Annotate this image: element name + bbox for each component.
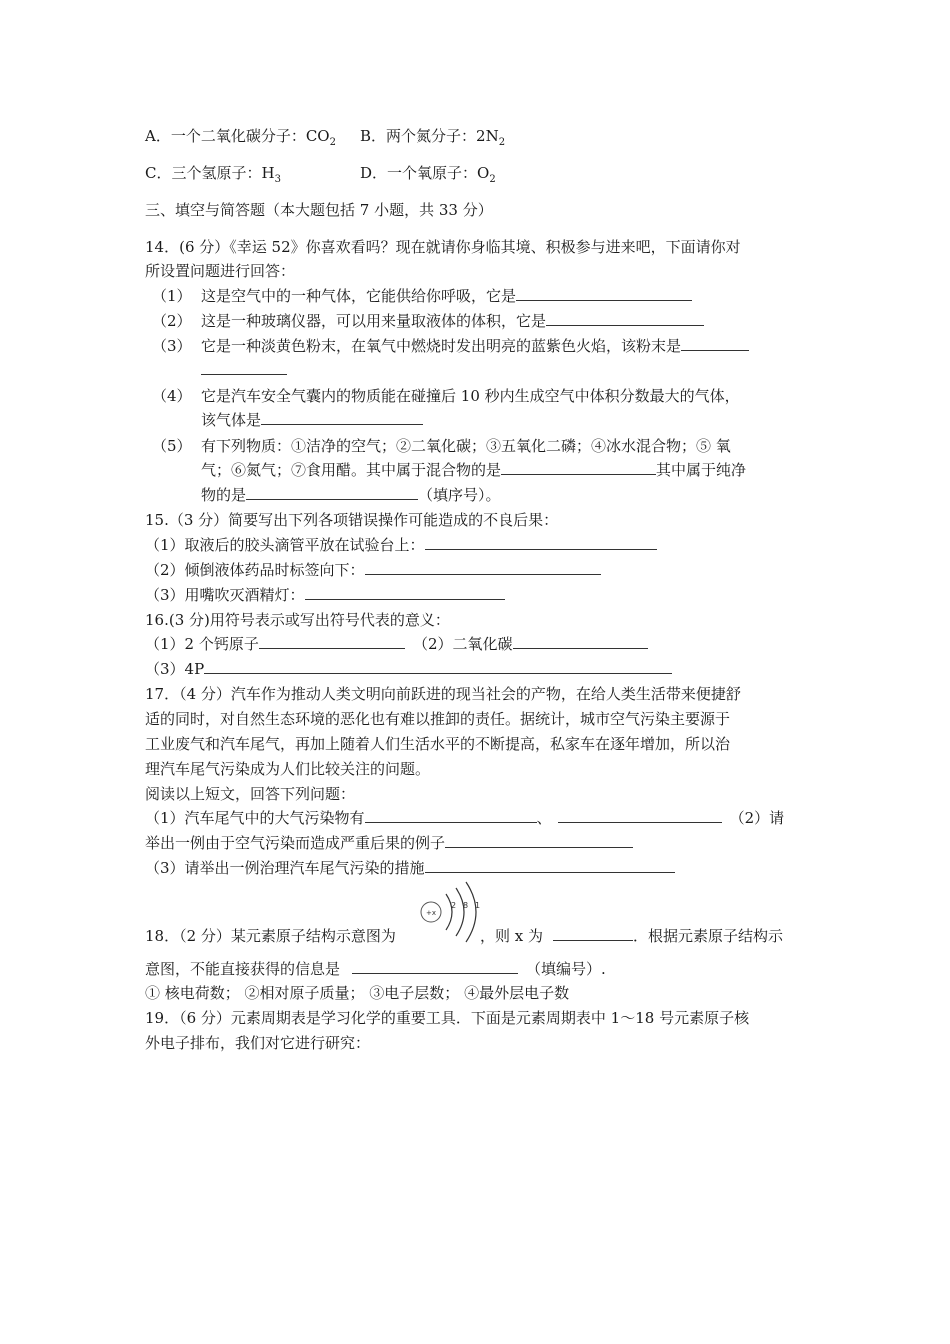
q14-4-blank[interactable] — [261, 410, 423, 425]
q19-line-1: 19．（6 分）元素周期表是学习化学的重要工具．下面是元素周期表中 1～18 号元素原子核 — [145, 1009, 750, 1027]
q15-1-blank[interactable] — [425, 535, 657, 550]
q16-3 — [145, 659, 672, 679]
q17-3-blank[interactable] — [425, 858, 675, 873]
shell-2-count: 8 — [463, 901, 469, 910]
q17-line-1: 17．（4 分）汽车作为推动人类文明向前跃进的现当社会的产物，在给人类生活带来便捷舒 — [145, 685, 741, 703]
q14-4-cont — [201, 410, 423, 430]
q14-5-cont — [201, 460, 746, 480]
q17-1 — [145, 808, 784, 828]
option-b-sub: 2 — [498, 137, 506, 148]
q17-1-blank-a[interactable] — [365, 808, 537, 823]
q14-5-blank-pure[interactable] — [246, 485, 418, 500]
q14-4-text2: 该气体是 — [201, 411, 262, 429]
option-a-sub: 2 — [329, 137, 336, 148]
shell-2-arc — [456, 888, 464, 936]
q14-2 — [201, 311, 704, 331]
q18-line-1b — [480, 926, 783, 946]
option-d — [360, 163, 496, 190]
q18-line-1 — [145, 926, 396, 946]
q14-3-cont — [201, 360, 287, 380]
option-c-text: C．三个氢原子：H — [145, 164, 275, 182]
q14-4: 它是汽车安全气囊内的物质能在碰撞后 10 秒内生成空气中体积分数最大的气体， — [201, 387, 740, 405]
q18-info-blank[interactable] — [352, 959, 518, 974]
q17-1-text: （1）汽车尾气中的大气污染物有 — [145, 809, 365, 827]
q17-2-blank[interactable] — [445, 833, 633, 848]
option-c-sub: 3 — [274, 174, 281, 185]
q14-3-blank-cont[interactable] — [201, 360, 287, 375]
atom-structure-diagram — [418, 878, 498, 944]
q14-5: 有下列物质：①洁净的空气；②二氧化碳；③五氧化二磷；④冰水混合物；⑤ 氧 — [201, 437, 731, 455]
q16-2 — [413, 634, 648, 654]
q18-part2: ，则 x 为 — [480, 927, 543, 945]
q14-3-text: 它是一种淡黄色粉末，在氧气中燃烧时发出明亮的蓝紫色火焰，该粉末是 — [201, 337, 682, 355]
q16-1-text: （1）2 个钙原子 — [145, 635, 259, 653]
q17-line-4: 理汽车尾气污染成为人们比较关注的问题。 — [145, 760, 431, 778]
q17-2-text-b: 举出一例由于空气污染而造成严重后果的例子 — [145, 834, 446, 852]
q16-2-blank[interactable] — [513, 634, 648, 649]
q15-2-text: （2）倾倒液体药品时标签向下： — [145, 561, 365, 579]
q19-line-2: 外电子排布，我们对它进行研究： — [145, 1034, 371, 1052]
q17-3-text: （3）请举出一例治理汽车尾气污染的措施 — [145, 859, 425, 877]
q15-1 — [145, 535, 657, 555]
q15-2 — [145, 560, 601, 580]
q15-2-blank[interactable] — [365, 560, 601, 575]
q15-3-blank[interactable] — [305, 585, 505, 600]
q16-3-text: （3）4P — [145, 660, 205, 678]
q14-4-num: （4） — [152, 387, 192, 405]
q18-part3: ．根据元素原子结构示 — [633, 927, 784, 945]
q17-line-5: 阅读以上短文，回答下列问题： — [145, 785, 356, 803]
option-b-text: B．两个氮分子：2N — [360, 127, 499, 145]
q14-2-blank[interactable] — [546, 311, 704, 326]
q15-1-text: （1）取液后的胶头滴管平放在试验台上： — [145, 536, 425, 554]
q14-1 — [201, 286, 692, 306]
q16-2-text: （2）二氧化碳 — [413, 635, 513, 653]
q14-3-num: （3） — [152, 337, 192, 355]
option-a — [145, 126, 336, 153]
q14-stem-2: 所设置问题进行回答： — [145, 262, 296, 280]
q14-5-text2b: 其中属于纯净 — [656, 461, 747, 479]
q14-5-cont2 — [201, 485, 501, 505]
q18-line2a: 意图，不能直接获得的信息是 — [145, 960, 341, 978]
q14-2-num: （2） — [152, 312, 192, 330]
q17-2-text-a: （2）请 — [729, 809, 785, 827]
q14-3-blank[interactable] — [681, 336, 749, 351]
q14-1-text: 这是空气中的一种气体，它能供给你呼吸，它是 — [201, 287, 517, 305]
q18-line-2 — [145, 959, 606, 979]
q17-2 — [145, 833, 633, 853]
shell-3-count: 1 — [475, 901, 481, 910]
q16-1 — [145, 634, 405, 654]
q18-part1: 18．（2 分）某元素原子结构示意图为 — [145, 927, 396, 945]
q16-stem: 16.(3 分)用符号表示或写出符号代表的意义： — [145, 611, 450, 629]
q14-stem-1: 14．(6 分）《幸运 52》你喜欢看吗？现在就请你身临其境、积极参与进来吧，下面请你对 — [145, 238, 741, 256]
shell-1-arc — [446, 894, 452, 930]
nucleus-label: +x — [425, 909, 437, 917]
q14-1-blank[interactable] — [516, 286, 692, 301]
q14-5-blank-mix[interactable] — [501, 460, 656, 475]
q14-2-text: 这是一种玻璃仪器，可以用来量取液体的体积，它是 — [201, 312, 547, 330]
q17-1-blank-b[interactable] — [558, 808, 722, 823]
option-a-text: A．一个二氧化碳分子：CO — [145, 127, 330, 145]
option-d-sub: 2 — [489, 174, 496, 185]
q14-5-text2a: 气；⑥氮气；⑦食用醋。其中属于混合物的是 — [201, 461, 502, 479]
q16-3-blank[interactable] — [204, 659, 672, 674]
q14-5-text3a: 物的是 — [201, 486, 247, 504]
q15-stem: 15.（3 分）简要写出下列各项错误操作可能造成的不良后果： — [145, 511, 559, 529]
option-b — [360, 126, 505, 153]
q18-x-blank[interactable] — [553, 926, 633, 941]
q16-1-blank[interactable] — [259, 634, 405, 649]
q14-1-num: （1） — [152, 287, 192, 305]
q17-sep: 、 — [536, 809, 552, 827]
q15-3 — [145, 585, 505, 605]
q14-5-num: （5） — [152, 437, 192, 455]
q17-line-2: 适的同时，对自然生态环境的恶化也有难以推卸的责任。据统计，城市空气污染主要源于 — [145, 710, 731, 728]
q15-3-text: （3）用嘴吹灭酒精灯： — [145, 586, 305, 604]
q14-3 — [201, 336, 749, 356]
option-c — [145, 163, 281, 190]
q18-choices: ① 核电荷数； ②相对原子质量； ③电子层数； ④最外层电子数 — [145, 984, 570, 1002]
shell-1-count: 2 — [451, 901, 457, 910]
option-d-text: D．一个氧原子：O — [360, 164, 490, 182]
section-title: 三、填空与简答题（本大题包括 7 小题，共 33 分） — [145, 201, 493, 219]
q18-line2b: （填编号）. — [526, 960, 606, 978]
q17-3 — [145, 858, 675, 878]
q14-5-text3b: （填序号）。 — [418, 486, 501, 504]
shell-3-arc — [466, 882, 476, 942]
q17-line-3: 工业废气和汽车尾气，再加上随着人们生活水平的不断提高，私家车在逐年增加，所以治 — [145, 735, 731, 753]
